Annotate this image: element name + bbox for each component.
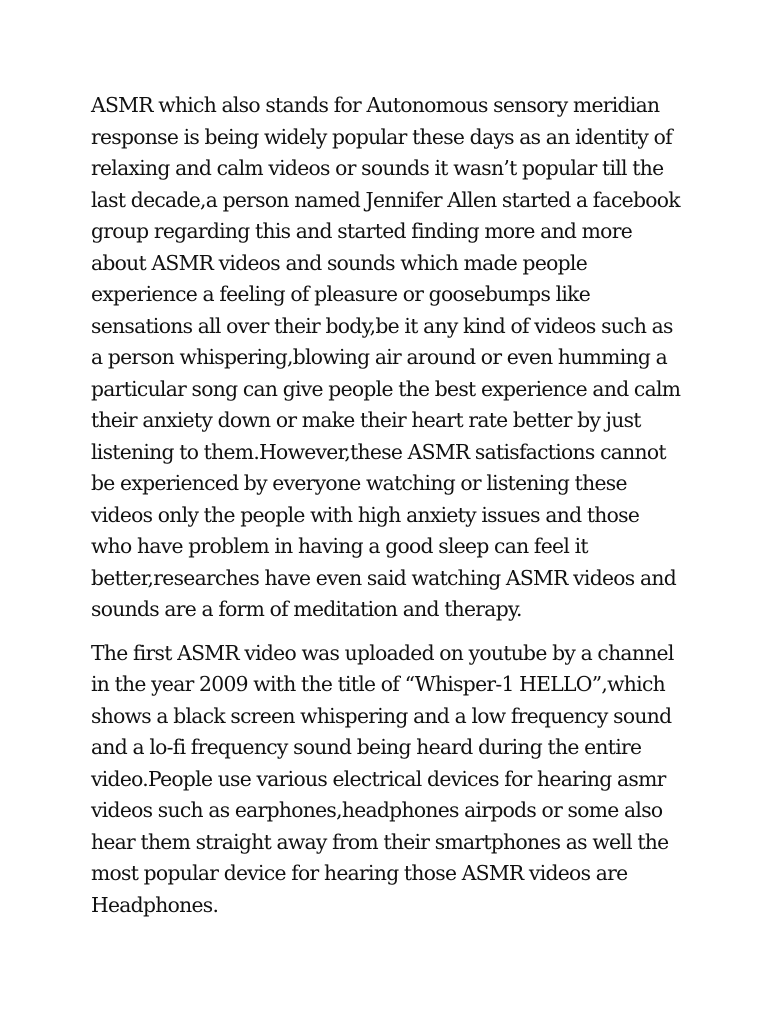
text-line: group regarding this and started finding more and more bbox=[91, 219, 632, 243]
text-line: and a lo-fi frequency sound being heard during the entire bbox=[91, 735, 642, 759]
text-line: sensations all over their body,be it any kind of videos such as bbox=[91, 313, 673, 338]
document-body bbox=[91, 90, 681, 921]
text-line: videos only the people with high anxiety issues and those bbox=[91, 502, 640, 527]
text-line: The first ASMR video was uploaded on youtube by a channel bbox=[91, 640, 674, 665]
paragraph-asmr-intro bbox=[91, 90, 681, 626]
text-line: videos such as earphones,headphones airpods or some also bbox=[91, 798, 663, 822]
text-line: response is being widely popular these days as an identity of bbox=[91, 124, 672, 149]
text-line: ASMR which also stands for Autonomous sensory meridian bbox=[91, 93, 660, 117]
text-line: be experienced by everyone watching or listening these bbox=[91, 471, 627, 495]
text-line: in the year 2009 with the title of “Whisper-1 HELLO”,which bbox=[91, 672, 665, 696]
text-line: most popular device for hearing those ASMR videos are bbox=[91, 861, 628, 885]
text-line: experience a feeling of pleasure or goosebumps like bbox=[91, 282, 591, 306]
text-line: about ASMR videos and sounds which made people bbox=[91, 250, 588, 275]
text-line: better,researches have even said watching ASMR videos and bbox=[91, 565, 676, 590]
text-line: Headphones. bbox=[91, 892, 219, 917]
text-line: who have problem in having a good sleep can feel it bbox=[91, 534, 588, 558]
text-line: a person whispering,blowing air around or even humming a bbox=[91, 345, 667, 369]
text-line: hear them straight away from their smartphones as well the bbox=[91, 829, 669, 854]
text-line: last decade,a person named Jennifer Allen started a facebook bbox=[91, 187, 680, 212]
paragraph-first-asmr-video bbox=[91, 638, 681, 922]
text-line: video.People use various electrical devices for hearing asmr bbox=[91, 766, 666, 791]
text-line: shows a black screen whispering and a low frequency sound bbox=[91, 703, 672, 728]
text-line: their anxiety down or make their heart rate better by just bbox=[91, 408, 641, 432]
text-line: particular song can give people the best experience and calm bbox=[91, 376, 681, 401]
text-line: listening to them.However,these ASMR satisfactions cannot bbox=[91, 439, 666, 464]
text-line: sounds are a form of meditation and therapy. bbox=[91, 597, 522, 621]
text-line: relaxing and calm videos or sounds it wasn’t popular till the bbox=[91, 156, 664, 180]
